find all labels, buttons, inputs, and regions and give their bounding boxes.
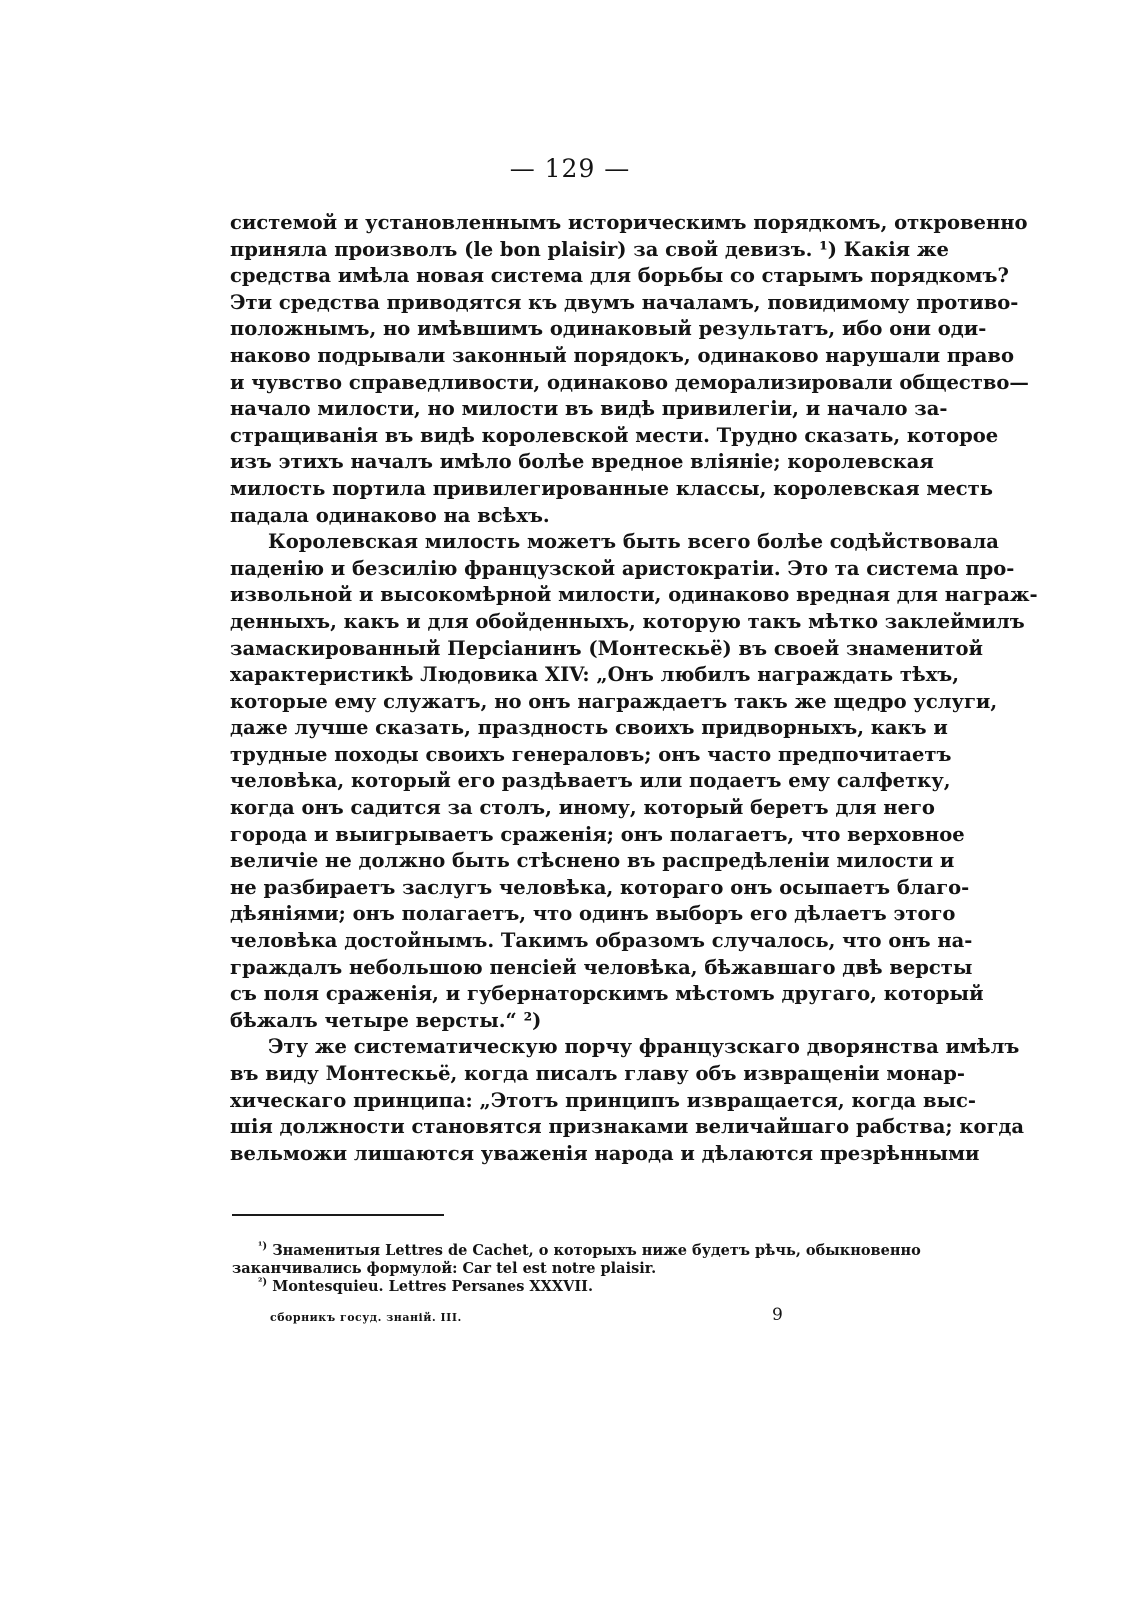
page-number: — 129 — xyxy=(509,154,631,183)
footnote-text: Знаменитыя Lettres de Cachet, о которыхъ ниже будетъ рѣчь, обыкновенно xyxy=(272,1242,921,1259)
text-line: характеристикѣ Людовика XIV: „Онъ любилъ награждать тѣхъ, xyxy=(230,663,960,687)
text-line: и чувство справедливости, одинаково деморализировали общество— xyxy=(230,370,1029,394)
text-line: вельможи лишаются уваженія народа и дѣлаются презрѣнными xyxy=(230,1141,980,1165)
footnote-line: заканчивались формулой: Car tel est notre plaisir. xyxy=(232,1260,657,1277)
text-line: наково подрывали законный порядокъ, одинаково нарушали право xyxy=(230,343,1014,367)
text-line: средства имѣла новая система для борьбы со старымъ порядкомъ? xyxy=(230,264,1009,288)
text-line: изъ этихъ началъ имѣло болѣе вредное вліяніе; королевская xyxy=(230,450,934,474)
text-line: города и выигрываетъ сраженія; онъ полагаетъ, что верховное xyxy=(230,822,965,846)
text-line: Эту же систематическую порчу французскаго дворянства имѣлъ xyxy=(268,1035,1020,1059)
footnote-line xyxy=(232,1278,882,1296)
text-line: хическаго принципа: „Этотъ принципъ извращается, когда выс- xyxy=(230,1088,977,1112)
text-line: приняла произволъ (le bon plaisir) за свой девизъ. ¹) Какія же xyxy=(230,237,949,261)
text-line: Королевская милость можетъ быть всего болѣе содѣйствовала xyxy=(268,530,999,554)
paragraph-3 xyxy=(230,1034,1025,1167)
text-line: величіе не должно быть стѣснено въ распредѣленіи милости и xyxy=(230,849,955,873)
text-line: которые ему служатъ, но онъ награждаетъ такъ же щедро услуги, xyxy=(230,689,998,713)
text-line: Эти средства приводятся къ двумъ началамъ, повидимому противо- xyxy=(230,290,1019,314)
signature-mark: сборникъ госуд. знаній. III. xyxy=(270,1311,462,1324)
text-line: когда онъ садится за столъ, иному, который беретъ для него xyxy=(230,796,935,820)
text-line: положнымъ, но имѣвшимъ одинаковый результатъ, ибо они оди- xyxy=(230,317,987,341)
footnotes xyxy=(232,1241,921,1296)
footnote-marker: ¹) xyxy=(258,1241,268,1253)
text-line: паденію и безсилію французской аристократіи. Это та система про- xyxy=(230,556,1015,580)
text-line: бѣжалъ четыре версты.“ ²) xyxy=(230,1008,542,1032)
footnote-marker: ²) xyxy=(258,1277,268,1289)
text-line: граждалъ небольшою пенсіей человѣка, бѣжавшаго двѣ версты xyxy=(230,955,973,979)
footnote-line xyxy=(232,1241,921,1260)
text-line: извольной и высокомѣрной милости, одинаково вредная для награж- xyxy=(230,583,1038,607)
text-line: даже лучше сказать, праздность своихъ придворныхъ, какъ и xyxy=(230,716,948,740)
paragraph-2 xyxy=(230,529,1038,1034)
footnote-text: Montesquieu. Lettres Persanes XXXVII. xyxy=(272,1278,594,1295)
text-line: начало милости, но милости въ видѣ привилегіи, и начало за- xyxy=(230,397,948,421)
text-line: шія должности становятся признаками величайшаго рабства; когда xyxy=(230,1115,1025,1139)
footnote-1 xyxy=(232,1241,921,1278)
text-line: не разбираетъ заслугъ человѣка, котораго онъ осыпаетъ благо- xyxy=(230,875,970,899)
footnote-rule xyxy=(232,1214,444,1216)
text-line: въ виду Монтескьё, когда писалъ главу объ извращеніи монар- xyxy=(230,1062,965,1085)
paragraph-1 xyxy=(230,210,1029,529)
text-line: дѣяніями; онъ полагаетъ, что одинъ выборъ его дѣлаетъ этого xyxy=(230,902,956,926)
text-line: системой и установленнымъ историческимъ порядкомъ, откровенно xyxy=(230,211,1028,234)
footnote-2 xyxy=(232,1278,882,1296)
text-line: милость портила привилегированные классы, королевская месть xyxy=(230,476,993,500)
text-line: замаскированный Персіанинъ (Монтескьё) въ своей знаменитой xyxy=(230,636,983,660)
text-line: съ поля сраженія, и губернаторскимъ мѣстомъ другаго, который xyxy=(230,982,984,1006)
text-line: денныхъ, какъ и для обойденныхъ, которую такъ мѣтко заклеймилъ xyxy=(230,609,1025,633)
sheet-number: 9 xyxy=(772,1305,783,1325)
text-line: трудные походы своихъ генераловъ; онъ часто предпочитаетъ xyxy=(230,742,952,766)
text-line: человѣка достойнымъ. Такимъ образомъ случалось, что онъ на- xyxy=(230,929,973,953)
text-line: человѣка, который его раздѣваетъ или подаетъ ему салфетку, xyxy=(230,769,951,793)
text-line: падала одинаково на всѣхъ. xyxy=(230,503,550,527)
text-line: стращиванія въ видѣ королевской мести. Трудно сказать, которое xyxy=(230,423,999,447)
main-text xyxy=(230,210,1038,1167)
